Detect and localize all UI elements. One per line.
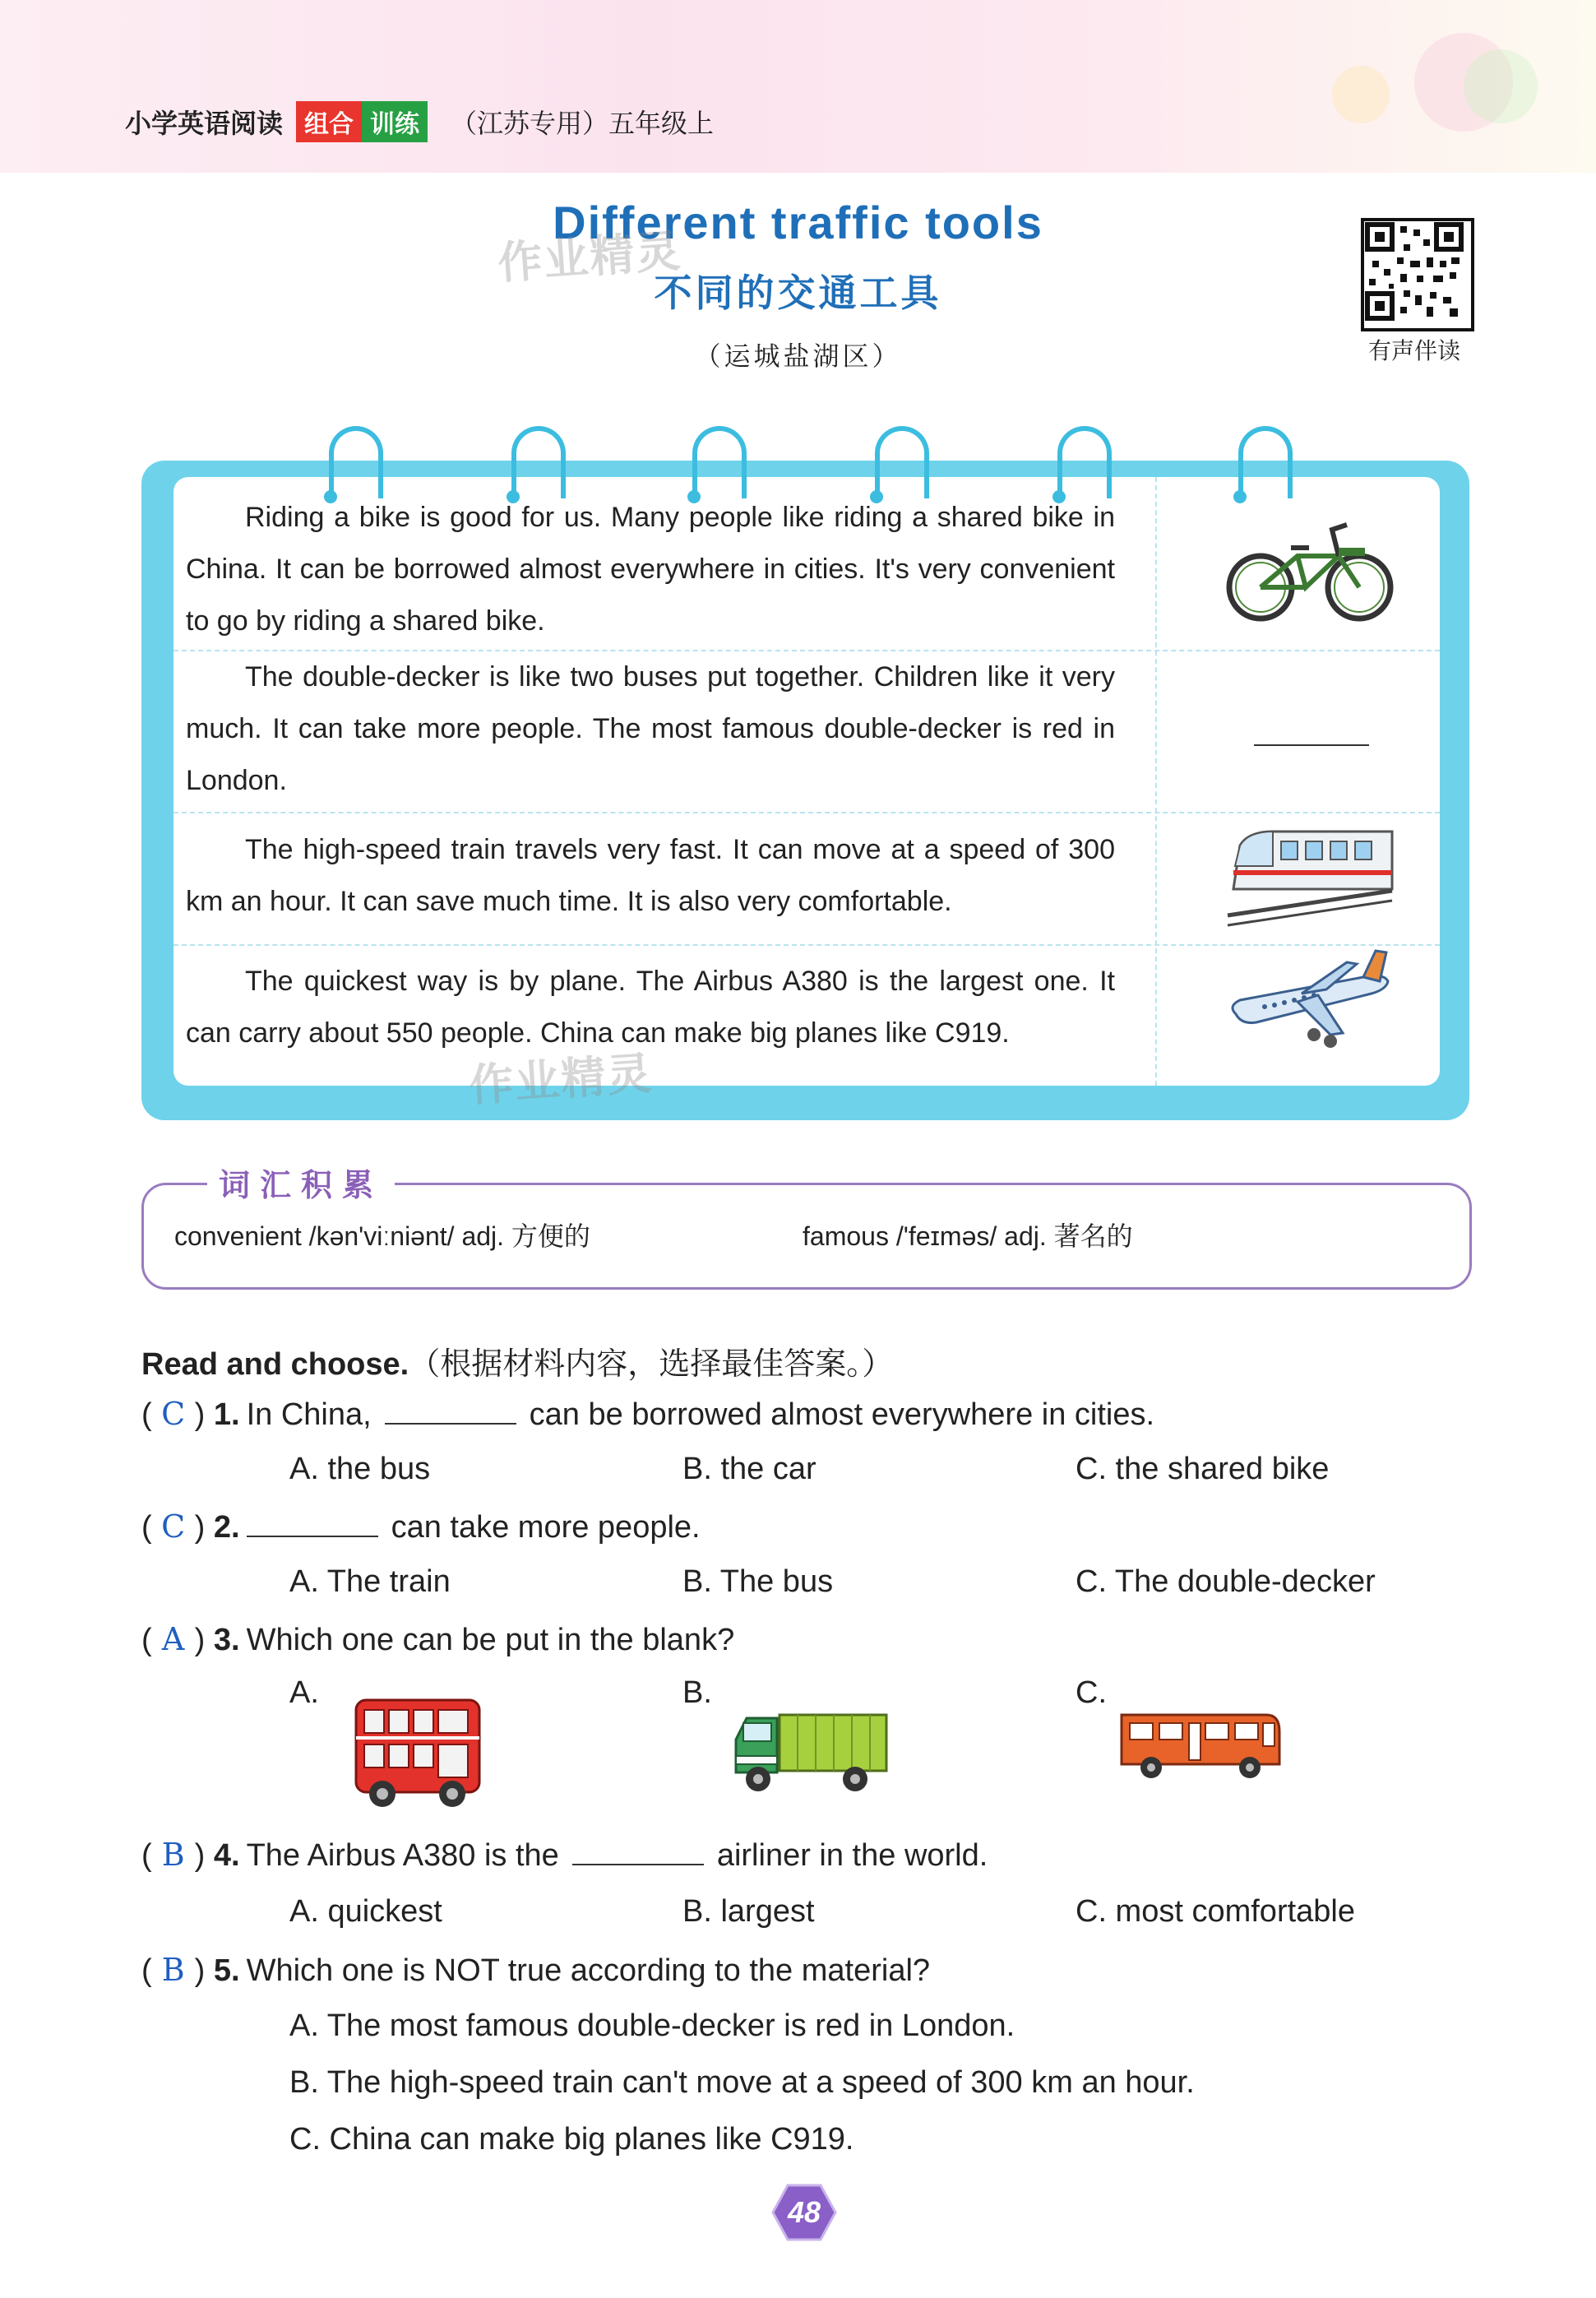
option-b[interactable]: B. The bus <box>682 1564 834 1599</box>
region-label: （运城盐湖区） <box>694 341 902 372</box>
passage-high-speed-train: The high-speed train travels very fast. It can move at a speed of 300 km an hour. It can save much time. It is also very comfortable. <box>186 834 1115 917</box>
option-a[interactable]: A. The train <box>289 1564 451 1599</box>
vocabulary-heading: 词汇积累 <box>207 1156 395 1208</box>
notebook-ring-hole <box>1233 490 1247 503</box>
airplane-image <box>1224 944 1396 1059</box>
option-c[interactable]: C. <box>1076 1675 1107 1710</box>
question-text: airliner in the world. <box>716 1838 988 1873</box>
question-number: 1. <box>213 1397 240 1432</box>
notebook-ring <box>329 426 383 498</box>
question-number: 5. <box>213 1953 240 1988</box>
instruction-english: Read and choose. <box>141 1347 409 1382</box>
answer-blank <box>572 1839 704 1865</box>
question-2: ( C ) 2. can take more people. <box>141 1508 701 1545</box>
option-c[interactable]: C. The double-decker <box>1076 1564 1376 1599</box>
option-c[interactable]: C. the shared bike <box>1076 1452 1330 1486</box>
question-text: can be borrowed almost everywhere in cities. <box>529 1397 1155 1432</box>
page-title: Different traffic tools <box>553 197 1043 248</box>
question-text: In China, <box>246 1397 372 1432</box>
badge-zuhe: 组合 <box>296 101 362 142</box>
question-3: ( A ) 3. Which one can be put in the blank? <box>141 1621 735 1657</box>
notebook-ring <box>1238 426 1293 498</box>
notebook-ring <box>511 426 566 498</box>
badge-xunlian: 训练 <box>362 101 428 142</box>
option-a[interactable]: A. The most famous double-decker is red in London. <box>289 2008 1015 2043</box>
option-b[interactable]: B. <box>682 1675 712 1710</box>
decorative-bubble <box>1332 66 1390 123</box>
answer-blank <box>385 1398 516 1425</box>
page-number-badge <box>771 2184 837 2241</box>
answer-2[interactable]: C <box>161 1508 186 1545</box>
passage-plane: The quickest way is by plane. The Airbus A380 is the largest one. It can carry about 550 people. China can make big planes like C919. <box>186 966 1115 1049</box>
option-b[interactable]: B. largest <box>682 1894 815 1929</box>
watermark: 作业精灵 <box>467 1049 655 1111</box>
answer-1[interactable]: C <box>161 1396 186 1432</box>
passage-double-decker: The double-decker is like two buses put together. Children like it very much. It can take more people. The most famous double-decker is red in London. <box>186 661 1115 796</box>
option-a[interactable]: A. quickest <box>289 1894 442 1929</box>
answer-4[interactable]: B <box>161 1837 185 1873</box>
page-number: 48 <box>787 2195 821 2229</box>
answer-3[interactable]: A <box>161 1621 185 1657</box>
book-header <box>125 100 714 143</box>
option-b[interactable]: B. the car <box>682 1452 817 1486</box>
high-speed-train-image <box>1224 825 1396 932</box>
question-number: 2. <box>213 1510 240 1545</box>
passage-bike: Riding a bike is good for us. Many people like riding a shared bike in China. It can be borrowed almost everywhere in cities. It's very convenient to go by riding a shared bike. <box>186 502 1115 637</box>
edition-label: （江苏专用）五年级上 <box>451 109 715 138</box>
green-truck-image[interactable] <box>732 1707 892 1797</box>
option-a[interactable]: A. the bus <box>289 1452 431 1486</box>
notebook-ring <box>692 426 747 498</box>
option-c[interactable]: C. most comfortable <box>1076 1894 1355 1929</box>
page-title-chinese: 不同的交通工具 <box>654 271 942 314</box>
decorative-bubble <box>1464 49 1538 123</box>
image-blank-line <box>1254 744 1369 746</box>
column-divider <box>1155 477 1157 1086</box>
orange-single-bus-image[interactable] <box>1118 1707 1283 1781</box>
bicycle-image <box>1224 515 1396 626</box>
red-double-decker-bus-image[interactable] <box>349 1690 485 1809</box>
qr-code[interactable] <box>1361 218 1474 331</box>
question-text: The Airbus A380 is the <box>246 1838 559 1873</box>
option-c[interactable]: C. China can make big planes like C919. <box>289 2122 854 2157</box>
answer-blank <box>247 1511 378 1537</box>
notebook-ring <box>875 426 929 498</box>
question-text: Which one can be put in the blank? <box>246 1623 735 1657</box>
row-divider <box>173 812 1440 813</box>
watermark: 作业精灵 <box>496 226 684 289</box>
book-series-title: 小学英语阅读 <box>125 109 284 138</box>
exercise-instruction <box>141 1338 893 1383</box>
option-b[interactable]: B. The high-speed train can't move at a speed of 300 km an hour. <box>289 2065 1195 2100</box>
question-5: ( B ) 5. Which one is NOT true according to the material? <box>141 1952 931 1988</box>
question-4: ( B ) 4. The Airbus A380 is the airliner in the world. <box>141 1837 988 1873</box>
question-1: ( C ) 1. In China, can be borrowed almost everywhere in cities. <box>141 1396 1155 1432</box>
vocab-item-famous: famous /'feɪməs/ adj. 著名的 <box>803 1221 1133 1251</box>
question-number: 4. <box>213 1838 240 1873</box>
answer-5[interactable]: B <box>161 1952 185 1988</box>
question-text: Which one is NOT true according to the material? <box>246 1953 931 1988</box>
notebook-ring <box>1057 426 1112 498</box>
qr-label: 有声伴读 <box>1367 338 1460 364</box>
question-text: can take more people. <box>391 1510 701 1545</box>
vocab-item-convenient: convenient /kən'viːniənt/ adj. 方便的 <box>174 1221 590 1251</box>
instruction-chinese: （根据材料内容，选择最佳答案。） <box>409 1347 894 1382</box>
question-number: 3. <box>213 1623 240 1657</box>
option-a[interactable]: A. <box>289 1675 319 1710</box>
